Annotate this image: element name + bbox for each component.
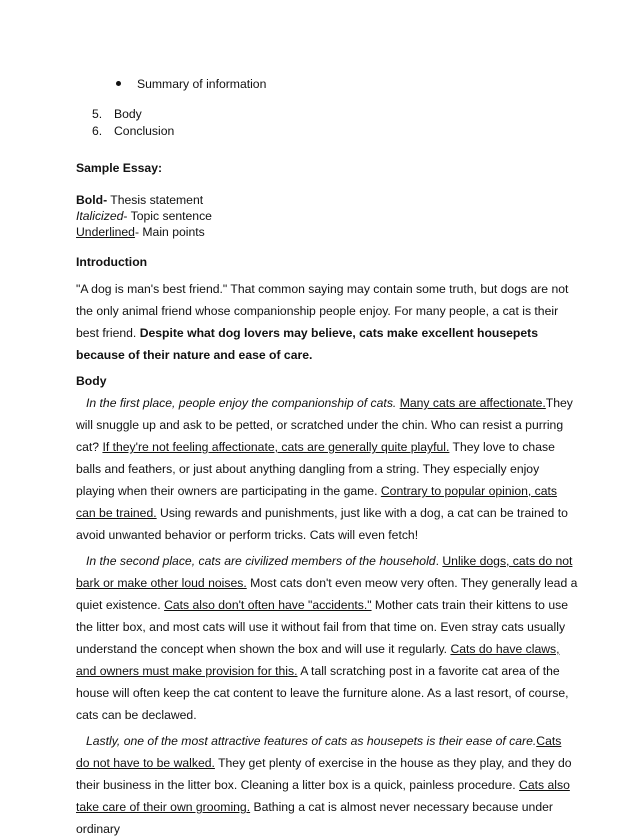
body-paragraph-2 (76, 550, 578, 726)
bullet-icon (116, 81, 121, 86)
sentence-text: They will snuggle up and ask to be petted, or scratched under the chin. Who can resist a purring cat? (76, 396, 573, 454)
sentence-text: Bathing a cat is almost never necessary because under ordinary (76, 800, 553, 836)
outline-bullet-item (116, 74, 578, 94)
list-number: 6. (92, 124, 103, 138)
legend-bold (76, 192, 578, 208)
legend-underline (76, 224, 578, 240)
sentence-text: They get plenty of exercise in the house as they play, and they do their business in the litter box. Cleaning a litter box is a quick, painless procedure. (76, 756, 572, 792)
main-point: Cats do have claws, and owners must make provision for this. (76, 642, 560, 678)
topic-sentence: Lastly, one of the most attractive features of cats as housepets is their ease of care. (86, 734, 537, 748)
list-label: Body (114, 107, 142, 121)
formatting-legend (76, 192, 578, 240)
main-point: Contrary to popular opinion, cats can be trained. (76, 484, 558, 520)
legend-underline-term: Underlined (76, 225, 135, 239)
legend-bold-term: Bold- (76, 193, 108, 207)
main-point: Cats also don't often have "accidents." (164, 598, 372, 612)
outline-numbered-list (92, 106, 578, 140)
legend-italic (76, 208, 578, 224)
main-point: Cats do not have to be walked. (76, 734, 562, 770)
list-label: Conclusion (114, 124, 175, 138)
sentence-text: They love to chase balls and feathers, or just about anything dangling from a string. They especially enjoy playing when their owners are participating in the game. (76, 440, 555, 498)
main-point: Cats also take care of their own grooming. (76, 778, 570, 814)
thesis-statement: Despite what dog lovers may believe, cats make excellent housepets because of their nature and ease of care. (76, 326, 538, 362)
bullet-text: Summary of information (137, 77, 267, 91)
introduction-paragraph (76, 278, 578, 366)
topic-sentence: In the first place, people enjoy the companionship of cats. (86, 396, 397, 410)
list-item (92, 123, 578, 140)
main-point: If they're not feeling affectionate, cats are generally quite playful. (102, 440, 450, 454)
body-paragraph-3 (76, 730, 578, 840)
legend-bold-desc: Thesis statement (107, 193, 204, 207)
body-heading: Body (76, 374, 107, 388)
sentence-text: Mother cats train their kittens to use the litter box, and most cats will use it without fail from that time on. Even stray cats usually understand the concept when shown the box and will use it regularly. (76, 598, 568, 656)
body-paragraph-1 (76, 392, 578, 546)
sentence-text: Most cats don't even meow very often. They generally lead a quiet existence. (76, 576, 578, 612)
sentence-text: Using rewards and punishments, just like with a dog, a cat can be trained to avoid unwanted behavior or perform tricks. Cats will even fetch! (76, 506, 568, 542)
sentence-text: A tall scratching post in a favorite cat area of the house will often keep the cat content to leave the furniture alone. As a last resort, of course, cats can be declawed. (76, 664, 569, 722)
legend-italic-desc: - Topic sentence (123, 209, 212, 223)
sentence-text: . (435, 554, 443, 568)
topic-sentence: In the second place, cats are civilized members of the household (86, 554, 436, 568)
list-item (92, 106, 578, 123)
legend-italic-term: Italicized (76, 209, 124, 223)
introduction-heading: Introduction (76, 255, 148, 269)
main-point: Unlike dogs, cats do not bark or make other loud noises. (76, 554, 573, 590)
intro-text: "A dog is man's best friend." That common saying may contain some truth, but dogs are not the only animal friend whose companionship people enjoy. For many people, a cat is their best friend. (76, 282, 569, 340)
sample-essay-title: Sample Essay: (76, 161, 163, 175)
main-point: Many cats are affectionate. (399, 396, 546, 410)
list-number: 5. (92, 107, 103, 121)
legend-underline-desc: - Main points (134, 225, 205, 239)
